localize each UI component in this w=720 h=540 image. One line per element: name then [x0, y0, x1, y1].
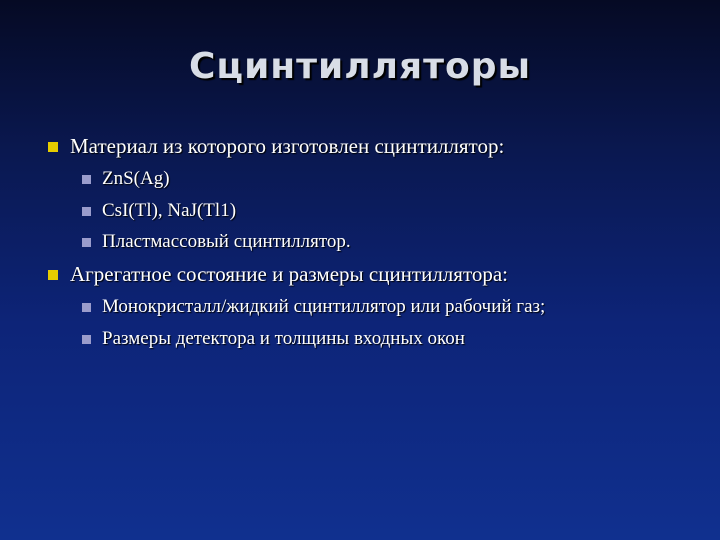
- square-bullet-icon: [48, 270, 58, 280]
- list-item-text: Размеры детектора и толщины входных окон: [102, 328, 465, 349]
- list-item-text: Монокристалл/жидкий сцинтиллятор или рабочий газ;: [102, 296, 546, 317]
- square-bullet-icon: [82, 335, 91, 344]
- slide-title: Сцинтилляторы: [188, 46, 532, 87]
- square-bullet-icon: [82, 303, 91, 312]
- list-item: [82, 231, 351, 253]
- list-item-text: Материал из которого изготовлен сцинтиллятор:: [70, 134, 505, 158]
- list-item-text: ZnS(Ag): [102, 168, 170, 189]
- square-bullet-icon: [48, 142, 58, 152]
- list-item-text: Пластмассовый сцинтиллятор.: [102, 231, 351, 252]
- list-item: [82, 200, 236, 222]
- square-bullet-icon: [82, 207, 91, 216]
- list-item: [82, 296, 545, 318]
- square-bullet-icon: [82, 238, 91, 247]
- list-item: [48, 262, 508, 287]
- list-item: [82, 168, 170, 190]
- list-item-text: Агрегатное состояние и размеры сцинтиллятора:: [70, 262, 509, 286]
- list-item-text: CsI(Tl), NaJ(Tl1): [102, 200, 237, 221]
- square-bullet-icon: [82, 175, 91, 184]
- list-item: [82, 328, 465, 350]
- list-item: [48, 134, 504, 159]
